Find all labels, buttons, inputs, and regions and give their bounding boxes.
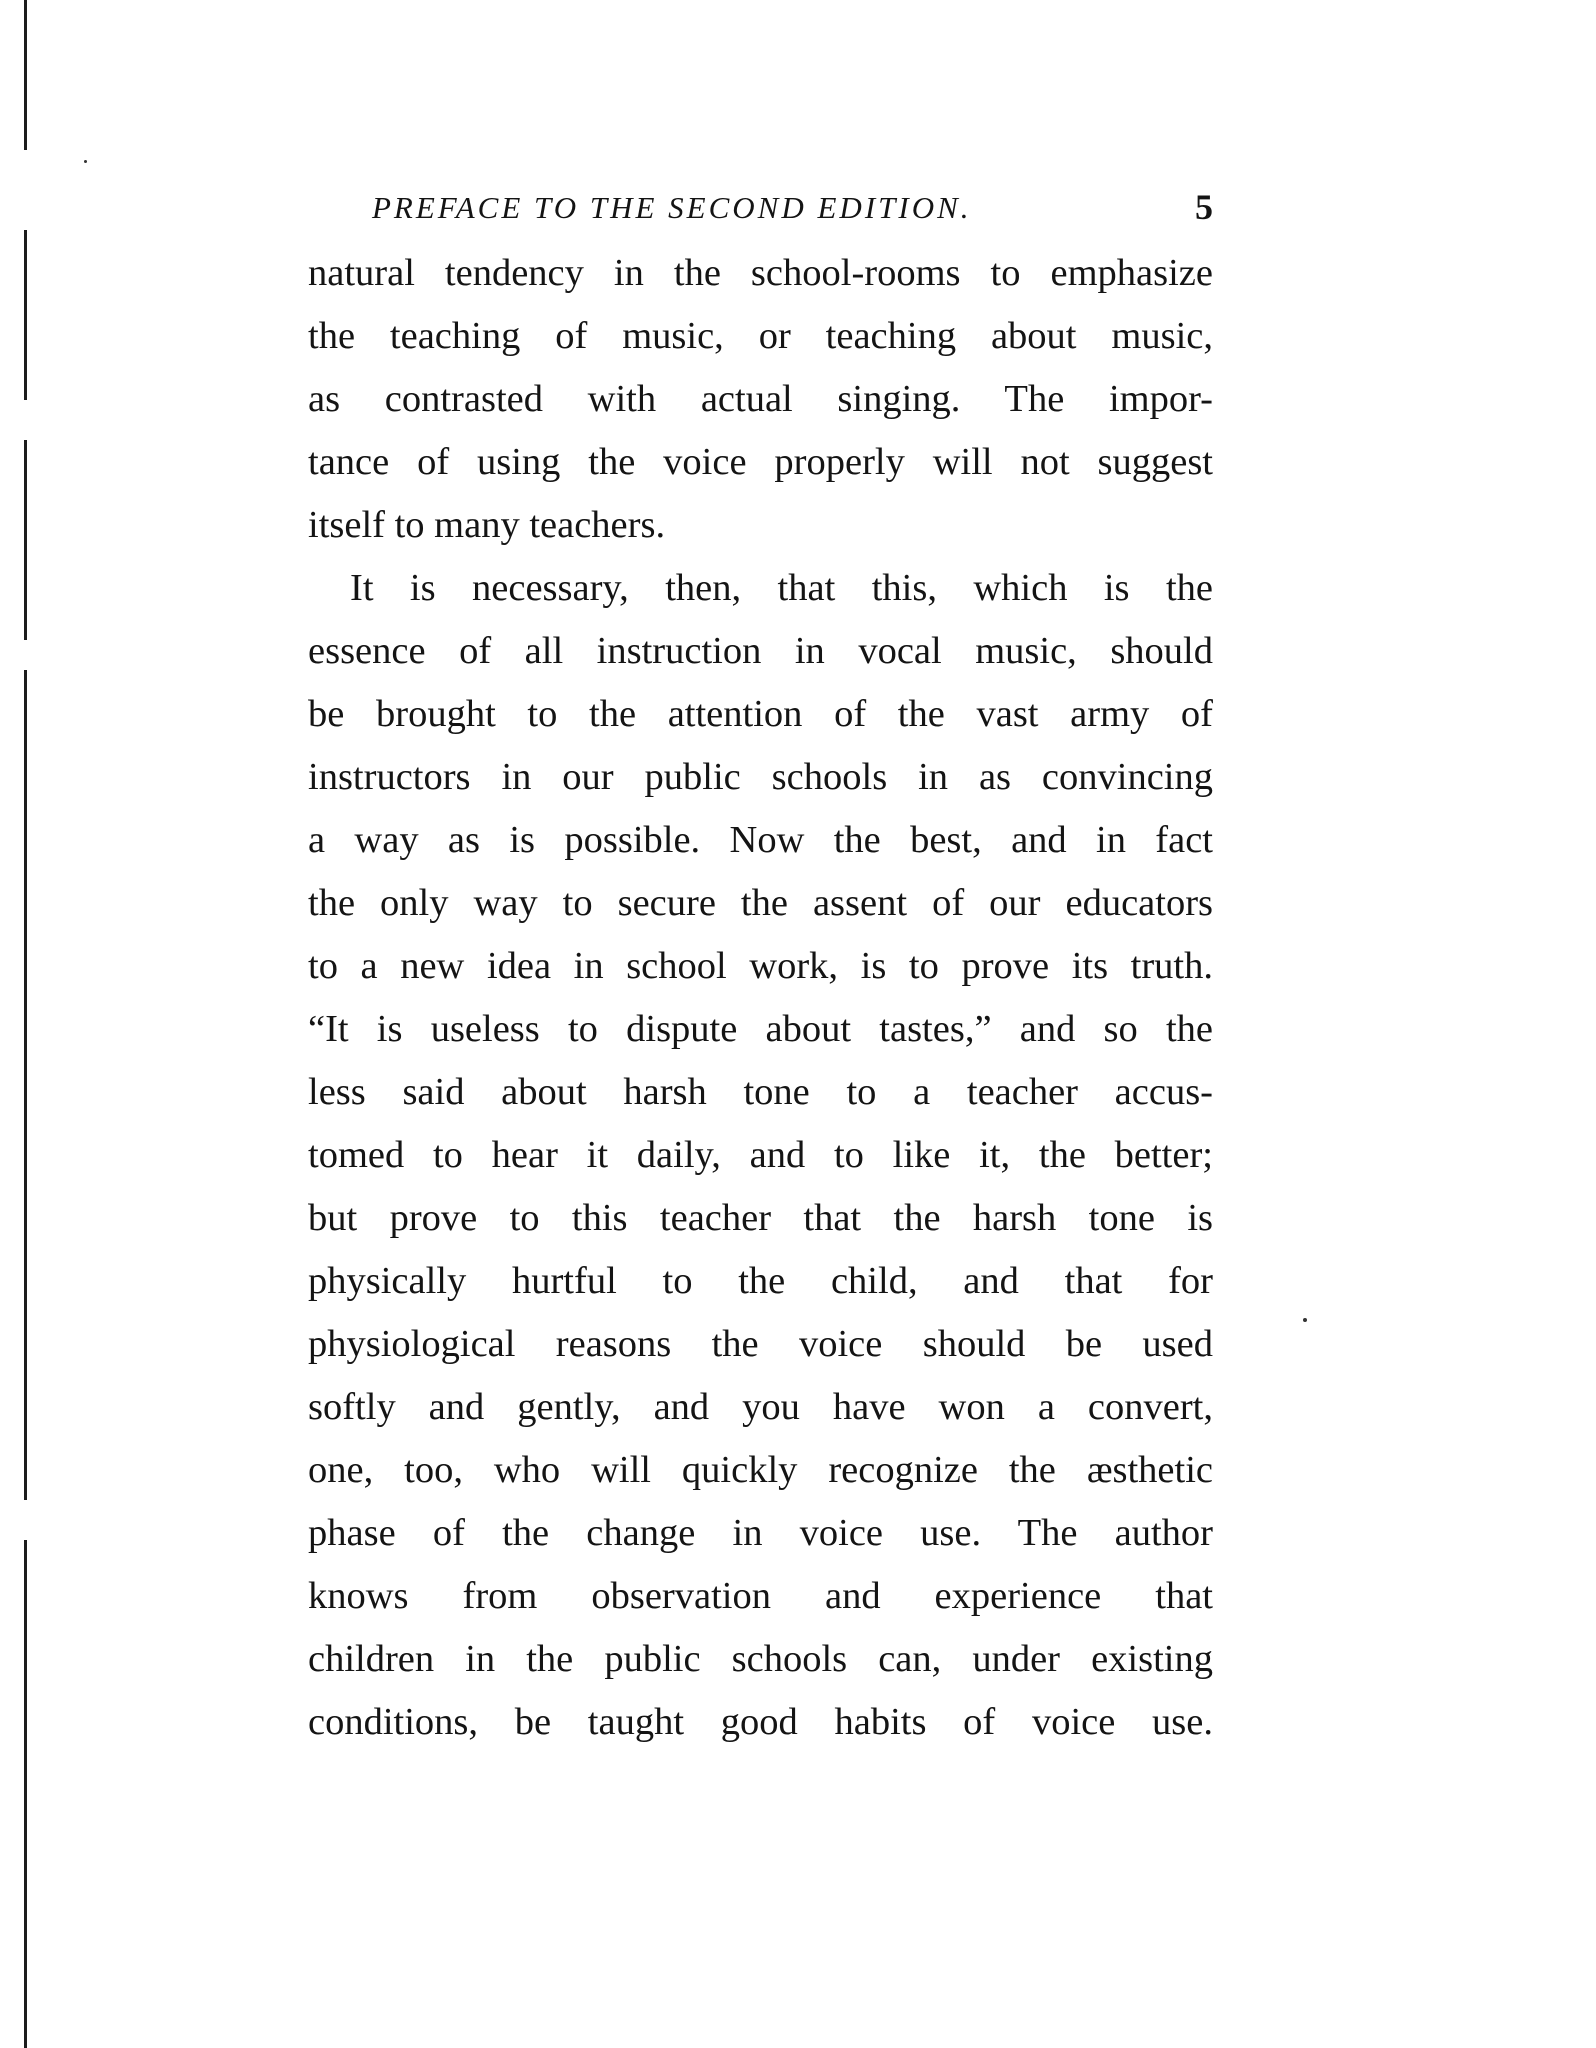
text-line: itself to many teachers. [308,504,666,546]
body-text [308,242,1213,1754]
text-line: physically hurtful to the child, and that for [308,1260,1213,1302]
text-line: physiological reasons the voice should be used [308,1323,1213,1365]
text-line: instructors in our public schools in as convincing [308,756,1213,798]
text-line: “It is useless to dispute about tastes,” and so the [308,1008,1213,1050]
text-line: be brought to the attention of the vast army of [308,693,1213,735]
text-line: softly and gently, and you have won a convert, [308,1386,1213,1428]
text-line: tomed to hear it daily, and to like it, the better; [308,1134,1213,1176]
text-line: knows from observation and experience that [308,1575,1213,1617]
text-line: conditions, be taught good habits of voice use. [308,1701,1213,1743]
text-line: phase of the change in voice use. The author [308,1512,1213,1554]
scan-speck [84,160,87,163]
text-line: the teaching of music, or teaching about music, [308,315,1213,357]
scan-speck [1303,1318,1307,1322]
text-line: It is necessary, then, that this, which is the [350,567,1213,609]
text-line: children in the public schools can, under existing [308,1638,1213,1680]
paragraph [308,557,1213,1754]
text-line: one, too, who will quickly recognize the æsthetic [308,1449,1213,1491]
text-line: but prove to this teacher that the harsh tone is [308,1197,1213,1239]
page-binding-edge [24,0,27,2048]
binding-edge-gap [22,640,30,670]
text-line: a way as is possible. Now the best, and in fact [308,819,1213,861]
text-line: the only way to secure the assent of our educators [308,882,1213,924]
text-line: less said about harsh tone to a teacher accus- [308,1071,1213,1113]
binding-edge-gap [22,400,30,440]
page-number: 5 [1195,187,1213,227]
running-title: PREFACE TO THE SECOND EDITION. [372,190,972,225]
text-line: natural tendency in the school-rooms to emphasize [308,252,1213,294]
text-line: tance of using the voice properly will not suggest [308,441,1213,483]
text-line: essence of all instruction in vocal music, should [308,630,1213,672]
binding-edge-gap [22,150,30,230]
book-page [308,180,1213,1754]
text-line: to a new idea in school work, is to prove its truth. [308,945,1213,987]
text-line: as contrasted with actual singing. The impor- [308,378,1213,420]
paragraph [308,242,1213,557]
binding-edge-gap [22,1500,30,1540]
running-head [308,180,1213,230]
